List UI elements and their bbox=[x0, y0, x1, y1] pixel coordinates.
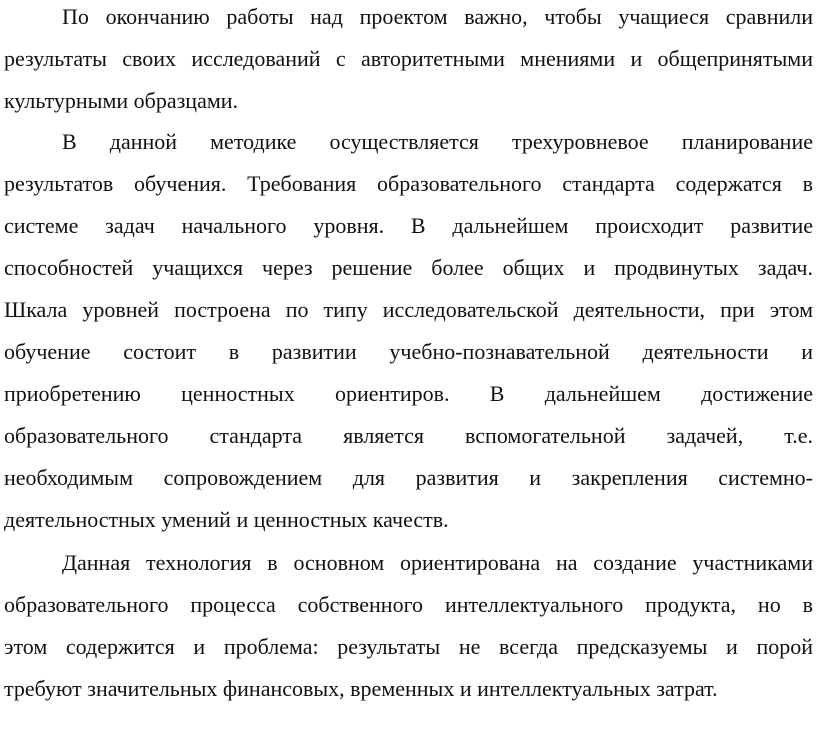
text-line: способностей учащихся через решение более общих и продвинутых задач. bbox=[4, 255, 813, 280]
text-line: необходимым сопровождением для развития и закрепления системно- bbox=[4, 465, 813, 490]
text-line: результатов обучения. Требования образовательного стандарта содержатся в bbox=[4, 171, 813, 196]
text-line: В данной методике осуществляется трехуровневое планирование bbox=[62, 129, 813, 154]
text-line: Шкала уровней построена по типу исследовательской деятельности, при этом bbox=[4, 297, 813, 322]
paragraph-project-comparison bbox=[4, 0, 813, 122]
text-line: культурными образцами. bbox=[4, 88, 239, 113]
text-line: приобретению ценностных ориентиров. В дальнейшем достижение bbox=[4, 381, 813, 406]
text-line: требуют значительных финансовых, временных и интеллектуальных затрат. bbox=[4, 676, 718, 701]
text-line: Данная технология в основном ориентирована на создание участниками bbox=[62, 550, 813, 575]
text-line: результаты своих исследований с авторитетными мнениями и общепринятыми bbox=[4, 46, 813, 71]
paragraph-methodology bbox=[4, 121, 813, 541]
text-line: образовательного стандарта является вспомогательной задачей, т.е. bbox=[4, 423, 813, 448]
text-line: По окончанию работы над проектом важно, чтобы учащиеся сравнили bbox=[62, 4, 813, 29]
text-line: этом содержится и проблема: результаты не всегда предсказуемы и порой bbox=[4, 634, 813, 659]
text-line: системе задач начального уровня. В дальнейшем происходит развитие bbox=[4, 213, 813, 238]
text-line: обучение состоит в развитии учебно-познавательной деятельности и bbox=[4, 339, 813, 364]
paragraph-technology bbox=[4, 542, 813, 710]
text-line: деятельностных умений и ценностных качеств. bbox=[4, 507, 449, 532]
text-line: образовательного процесса собственного интеллектуального продукта, но в bbox=[4, 592, 813, 617]
